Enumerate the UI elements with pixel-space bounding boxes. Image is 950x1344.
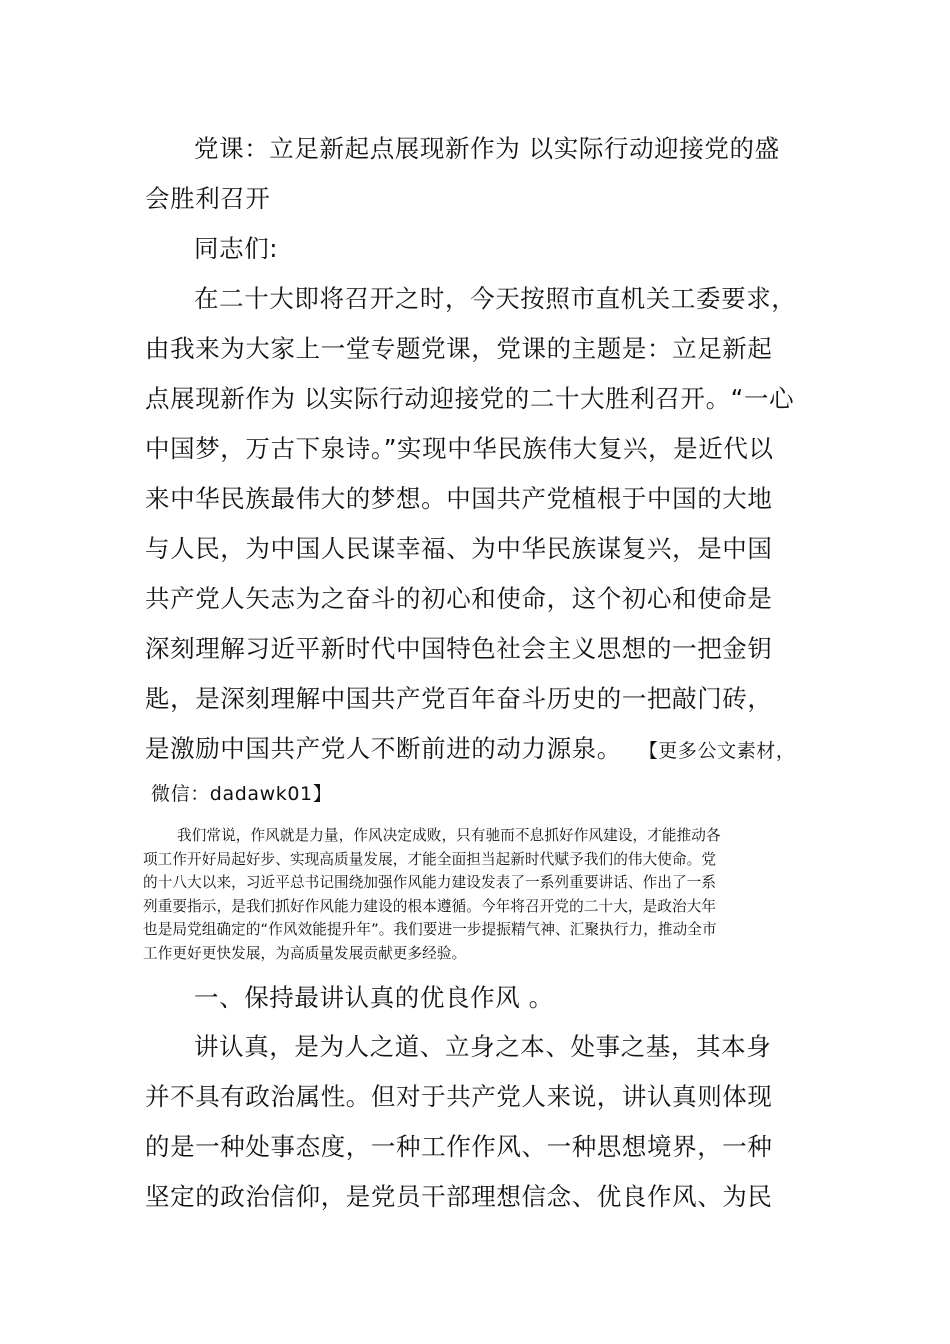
paragraph-line: 共产党人矢志为之奋斗的初心和使命，这个初心和使命是 xyxy=(145,584,773,613)
paragraph-line: 讲认真，是为人之道、立身之本、处事之基，其本身 xyxy=(194,1032,772,1061)
promo-tag-start: 【更多公文素材， xyxy=(638,740,796,762)
salutation-text: 同志们: xyxy=(194,234,279,263)
paragraph-line: 的是一种处事态度，一种工作作风、一种思想境界，一种 xyxy=(145,1132,773,1161)
section-heading-text: 一、保持最讲认真的优良作风 。 xyxy=(194,983,554,1012)
paragraph-line: 由我来为大家上一堂专题党课，党课的主题是：立足新起 xyxy=(145,334,773,363)
paragraph-line-text: 是激励中国共产党人不断前进的动力源泉。 xyxy=(145,734,622,763)
paragraph-line: 在二十大即将召开之时，今天按照市直机关工委要求， xyxy=(194,284,797,313)
paragraph-line: 并不具有政治属性。但对于共产党人来说，讲认真则体现 xyxy=(145,1082,773,1111)
intro-paragraph xyxy=(145,274,815,814)
paragraph-line: 来中华民族最伟大的梦想。中国共产党植根于中国的大地 xyxy=(145,484,773,513)
small-line: 的十八大以来，习近平总书记围绕加强作风能力建设发表了一系列重要讲话、作出了一系 xyxy=(143,874,717,892)
paragraph-line: 与人民，为中国人民谋幸福、为中华民族谋复兴，是中国 xyxy=(145,534,773,563)
paragraph-line: 深刻理解习近平新时代中国特色社会主义思想的一把金钥 xyxy=(145,634,773,663)
paragraph-line: 点展现新作为 以实际行动迎接党的二十大胜利召开。“一心 xyxy=(145,384,795,413)
paragraph-line: 中国梦，万古下泉诗。”实现中华民族伟大复兴，是近代以 xyxy=(145,434,774,463)
salutation xyxy=(145,224,815,274)
title-line: 党课：立足新起点展现新作为 以实际行动迎接党的盛 xyxy=(194,134,780,163)
small-line: 我们常说，作风就是力量，作风决定成败，只有驰而不息抓好作风建设，才能推动各 xyxy=(177,827,721,844)
small-line: 也是局党组确定的“作风效能提升年”。我们要进一步提振精气神、汇聚执行力，推动全市 xyxy=(143,921,717,939)
small-line: 工作更好更快发展，为高质量发展贡献更多经验。 xyxy=(143,944,467,962)
promo-tag-end: 微信：dadawk01】 xyxy=(151,783,333,805)
section-heading xyxy=(145,973,815,1023)
paragraph-line: 坚定的政治信仰，是党员干部理想信念、优良作风、为民 xyxy=(145,1182,773,1211)
small-line: 列重要指示，是我们抓好作风能力建设的根本遵循。今年将召开党的二十大，是政治大年 xyxy=(143,897,717,915)
small-print-paragraph xyxy=(143,824,815,966)
small-line: 项工作开好局起好步、实现高质量发展，才能全面担当起新时代赋予我们的伟大使命。党 xyxy=(143,850,717,868)
title-line: 会胜利召开 xyxy=(145,184,271,213)
paragraph-line xyxy=(145,724,815,774)
section-paragraph xyxy=(145,1022,815,1222)
document-title xyxy=(145,124,815,224)
paragraph-line: 匙，是深刻理解中国共产党百年奋斗历史的一把敲门砖， xyxy=(145,684,773,713)
